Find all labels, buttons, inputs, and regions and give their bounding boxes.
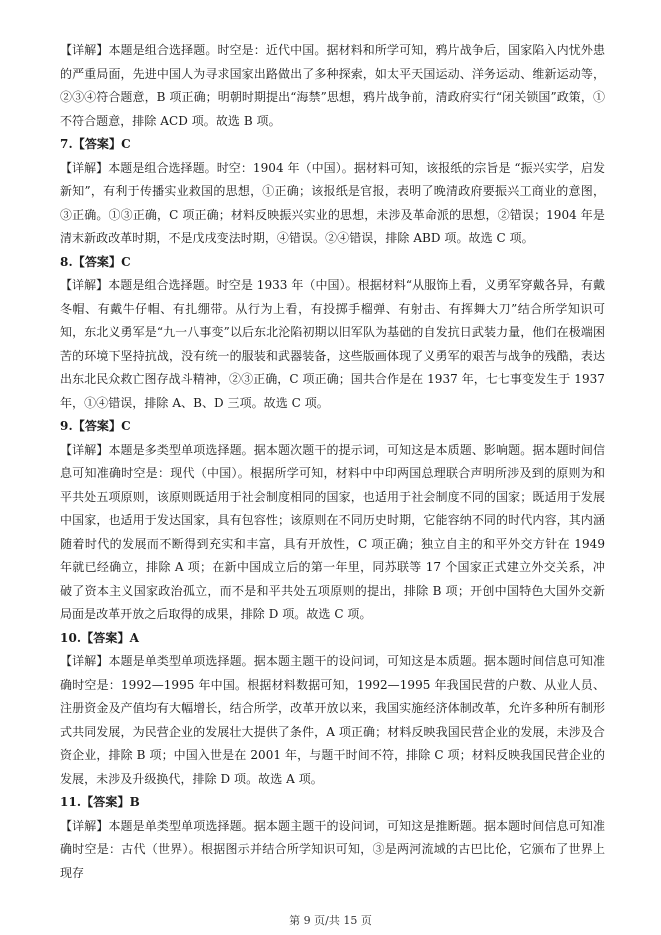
explanation-q6: 【详解】本题是组合选择题。时空是：近代中国。据材料和所学可知，鸦片战争后，国家陷入内忧外患的严重局面，先进中国人为寻求国家出路做出了多种探索，如太平天国运动、洋务运动、维新运动等，②③④符合题意，B 项正确；明朝时期提出“海禁”思想，鸦片战争前，清政府实行“闭关锁国”政策，①不符合题意，排除 ACD 项。故选 B 项。: [60, 43, 605, 128]
explanation-q9: 【详解】本题是多类型单项选择题。据本题次题干的提示词，可知这是本质题、影响题。据本题时间信息可知准确时空是：现代（中国）。根据所学可知，材料中中印两国总理联合声明所涉及到的原则为和平共处五项原则，该原则既适用于社会制度相同的国家，也适用于社会制度不同的国家；既适用于发展中国家，也适用于发达国家，具有包容性；该原则在不同历史时期，它能容纳不同的时代内容，其内涵随着时代的发展而不断得到充实和丰富，具有开放性，C 项正确；独立自主的和平外交方针在 1949 年就已经确立，排除 A 项；在新中国成立后的第一年里，同苏联等 17 个国家正式建立外交关系，冲破了资本主义国家政治孤立，而不是和平共处五项原则的提出，排除 B 项；开创中国特色大国外交新局面是改革开放之后取得的成果，排除 D 项。故选 C 项。: [60, 442, 605, 621]
explanation-q8: 【详解】本题是组合选择题。时空是 1933 年（中国）。根据材料“从服饰上看，义勇军穿戴各异，有戴冬帽、有戴牛仔帽、有扎绷带。从行为上看，有投掷手榴弹、有射击、有挥舞大刀”结合所学知识可知，东北义勇军是“九一八事变”以后东北沦陷初期以旧军队为基础的自发抗日武装力量，他们在极端困苦的环境下坚持抗战，没有统一的服装和武器装备，这些版画体现了义勇军的艰苦与战争的残酷，表达出东北民众救亡图存战斗精神，②③正确，C 项正确；国共合作是在 1937 年，七七事变发生于 1937 年，①④错误，排除 A、B、D 三项。故选 C 项。: [60, 278, 605, 410]
answer-q9: 9.【答案】C: [60, 419, 131, 433]
document-body: [60, 39, 605, 885]
answer-q11: 11.【答案】B: [60, 795, 140, 809]
explanation-q7: 【详解】本题是组合选择题。时空：1904 年（中国）。据材料可知，该报纸的宗旨是 “振兴实学，启发新知”，有利于传播实业救国的思想，①正确；该报纸是官报，表明了晚清政府要振兴工商业的意图，③正确。①③正确，C 项正确；材料反映振兴实业的思想，未涉及革命派的思想，②错误；1904 年是清末新政改革时期，不是戊戌变法时期，④错误。②④错误，排除 ABD 项。故选 C 项。: [60, 160, 605, 245]
answer-q8: 8.【答案】C: [60, 254, 131, 269]
answer-q10: 10.【答案】A: [60, 630, 139, 645]
page-number: 第 9 页/共 15 页: [289, 914, 372, 927]
explanation-q10: 【详解】本题是单类型单项选择题。据本题主题干的设问词，可知这是本质题。据本题时间信息可知准确时空是：1992—1995 年中国。根据材料数据可知，1992—1995 年我国民营的户数、从业人员、注册资金及产值均有大幅增长，结合所学，改革开放以来，我国实施经济体制改革，允许多种所有制形式共同发展，为民营企业的发展壮大提供了条件，A 项正确；材料反映我国民营企业的发展，未涉及合资企业，排除 B 项；中国入世是在 2001 年，与题干时间不符，排除 C 项；材料反映我国民营企业的发展，未涉及升级换代，排除 D 项。故选 A 项。: [60, 654, 605, 786]
answer-q7: 7.【答案】C: [60, 137, 131, 151]
explanation-q11: 【详解】本题是单类型单项选择题。据本题主题干的设问词，可知这是推断题。据本题时间信息可知准确时空是：古代（世界）。根据图示并结合所学知识可知，③是两河流域的古巴比伦，它颁布了世界上现存: [60, 818, 605, 880]
